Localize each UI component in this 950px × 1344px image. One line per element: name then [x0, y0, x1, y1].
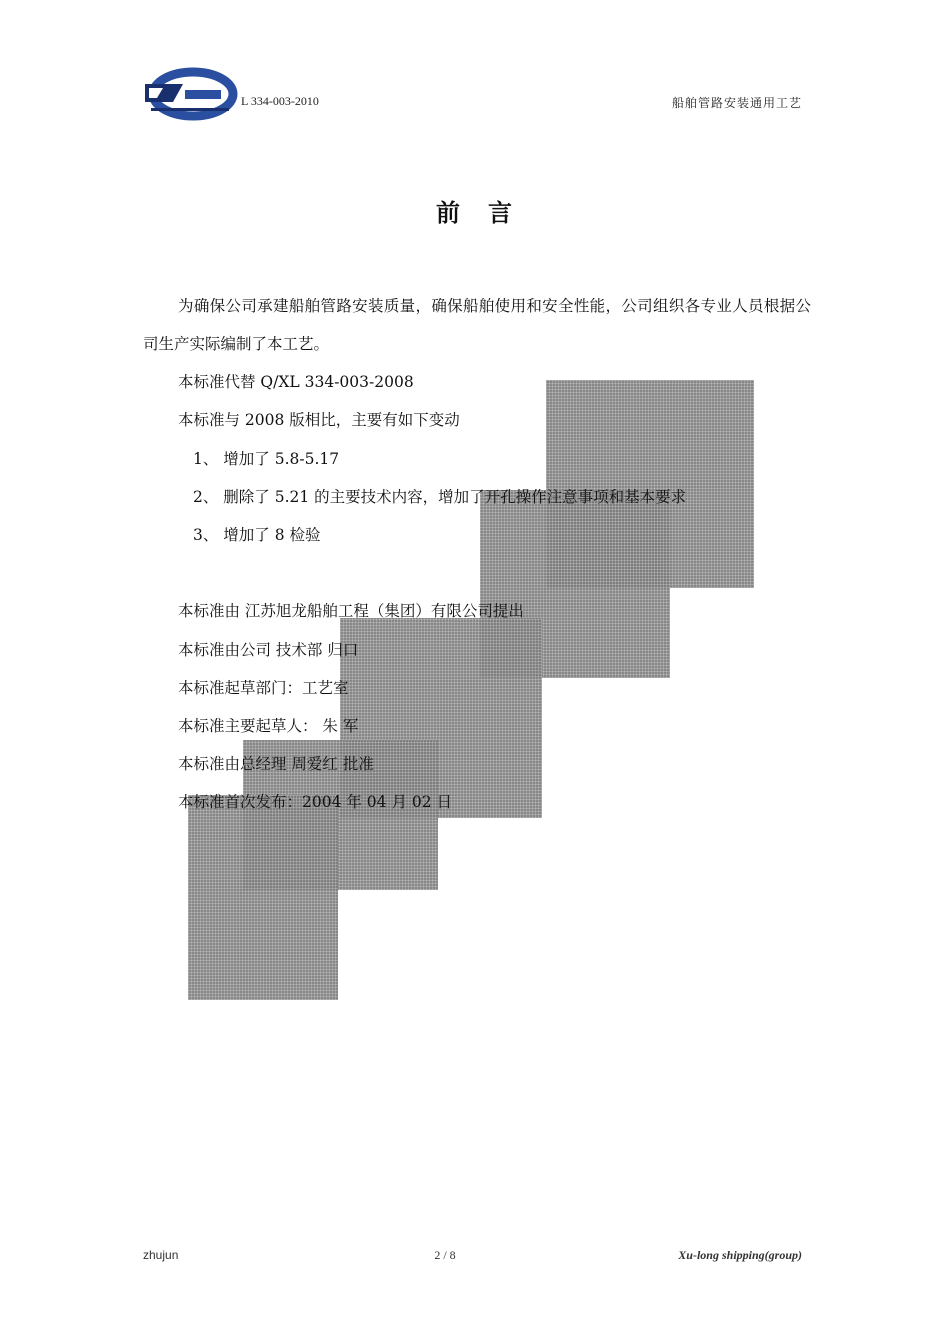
main-drafter-line: 本标准主要起草人： 朱 军 — [178, 717, 359, 735]
owner-dept-line: 本标准由公司 技术部 归口 — [178, 641, 359, 659]
footer-company: Xu-long shipping(group) — [678, 1248, 802, 1262]
halftone-block — [188, 795, 338, 1000]
drafting-dept-line: 本标准起草部门：工艺室 — [178, 679, 349, 697]
page-heading: 前 言 — [436, 198, 514, 227]
replace-standard-line: 本标准代替 Q/XL 334-003-2008 — [178, 373, 414, 391]
proposer-line: 本标准由 江苏旭龙船舶工程（集团）有限公司提出 — [178, 602, 524, 620]
company-logo — [143, 66, 238, 122]
intro-paragraph: 为确保公司承建船舶管路安装质量，确保船舶使用和安全性能，公司组织各专业人员根据公司生产实际编制了本工艺。 — [143, 297, 811, 353]
change-item-2: 2、 删除了 5.21 的主要技术内容，增加了开孔操作注意事项和基本要求 — [193, 488, 687, 506]
document-code: L 334-003-2010 — [241, 94, 319, 108]
first-release-line: 本标准首次发布：2004 年 04 月 02 日 — [178, 793, 453, 811]
change-item-1: 1、 增加了 5.8-5.17 — [193, 450, 340, 468]
approver-line: 本标准由总经理 周爱红 批准 — [178, 755, 374, 773]
changes-intro-line: 本标准与 2008 版相比，主要有如下变动 — [178, 411, 460, 429]
page-number: 2 / 8 — [434, 1248, 456, 1262]
document-title: 船舶管路安装通用工艺 — [671, 96, 802, 110]
change-item-3: 3、 增加了 8 检验 — [193, 526, 321, 544]
footer-author: zhujun — [143, 1248, 179, 1262]
